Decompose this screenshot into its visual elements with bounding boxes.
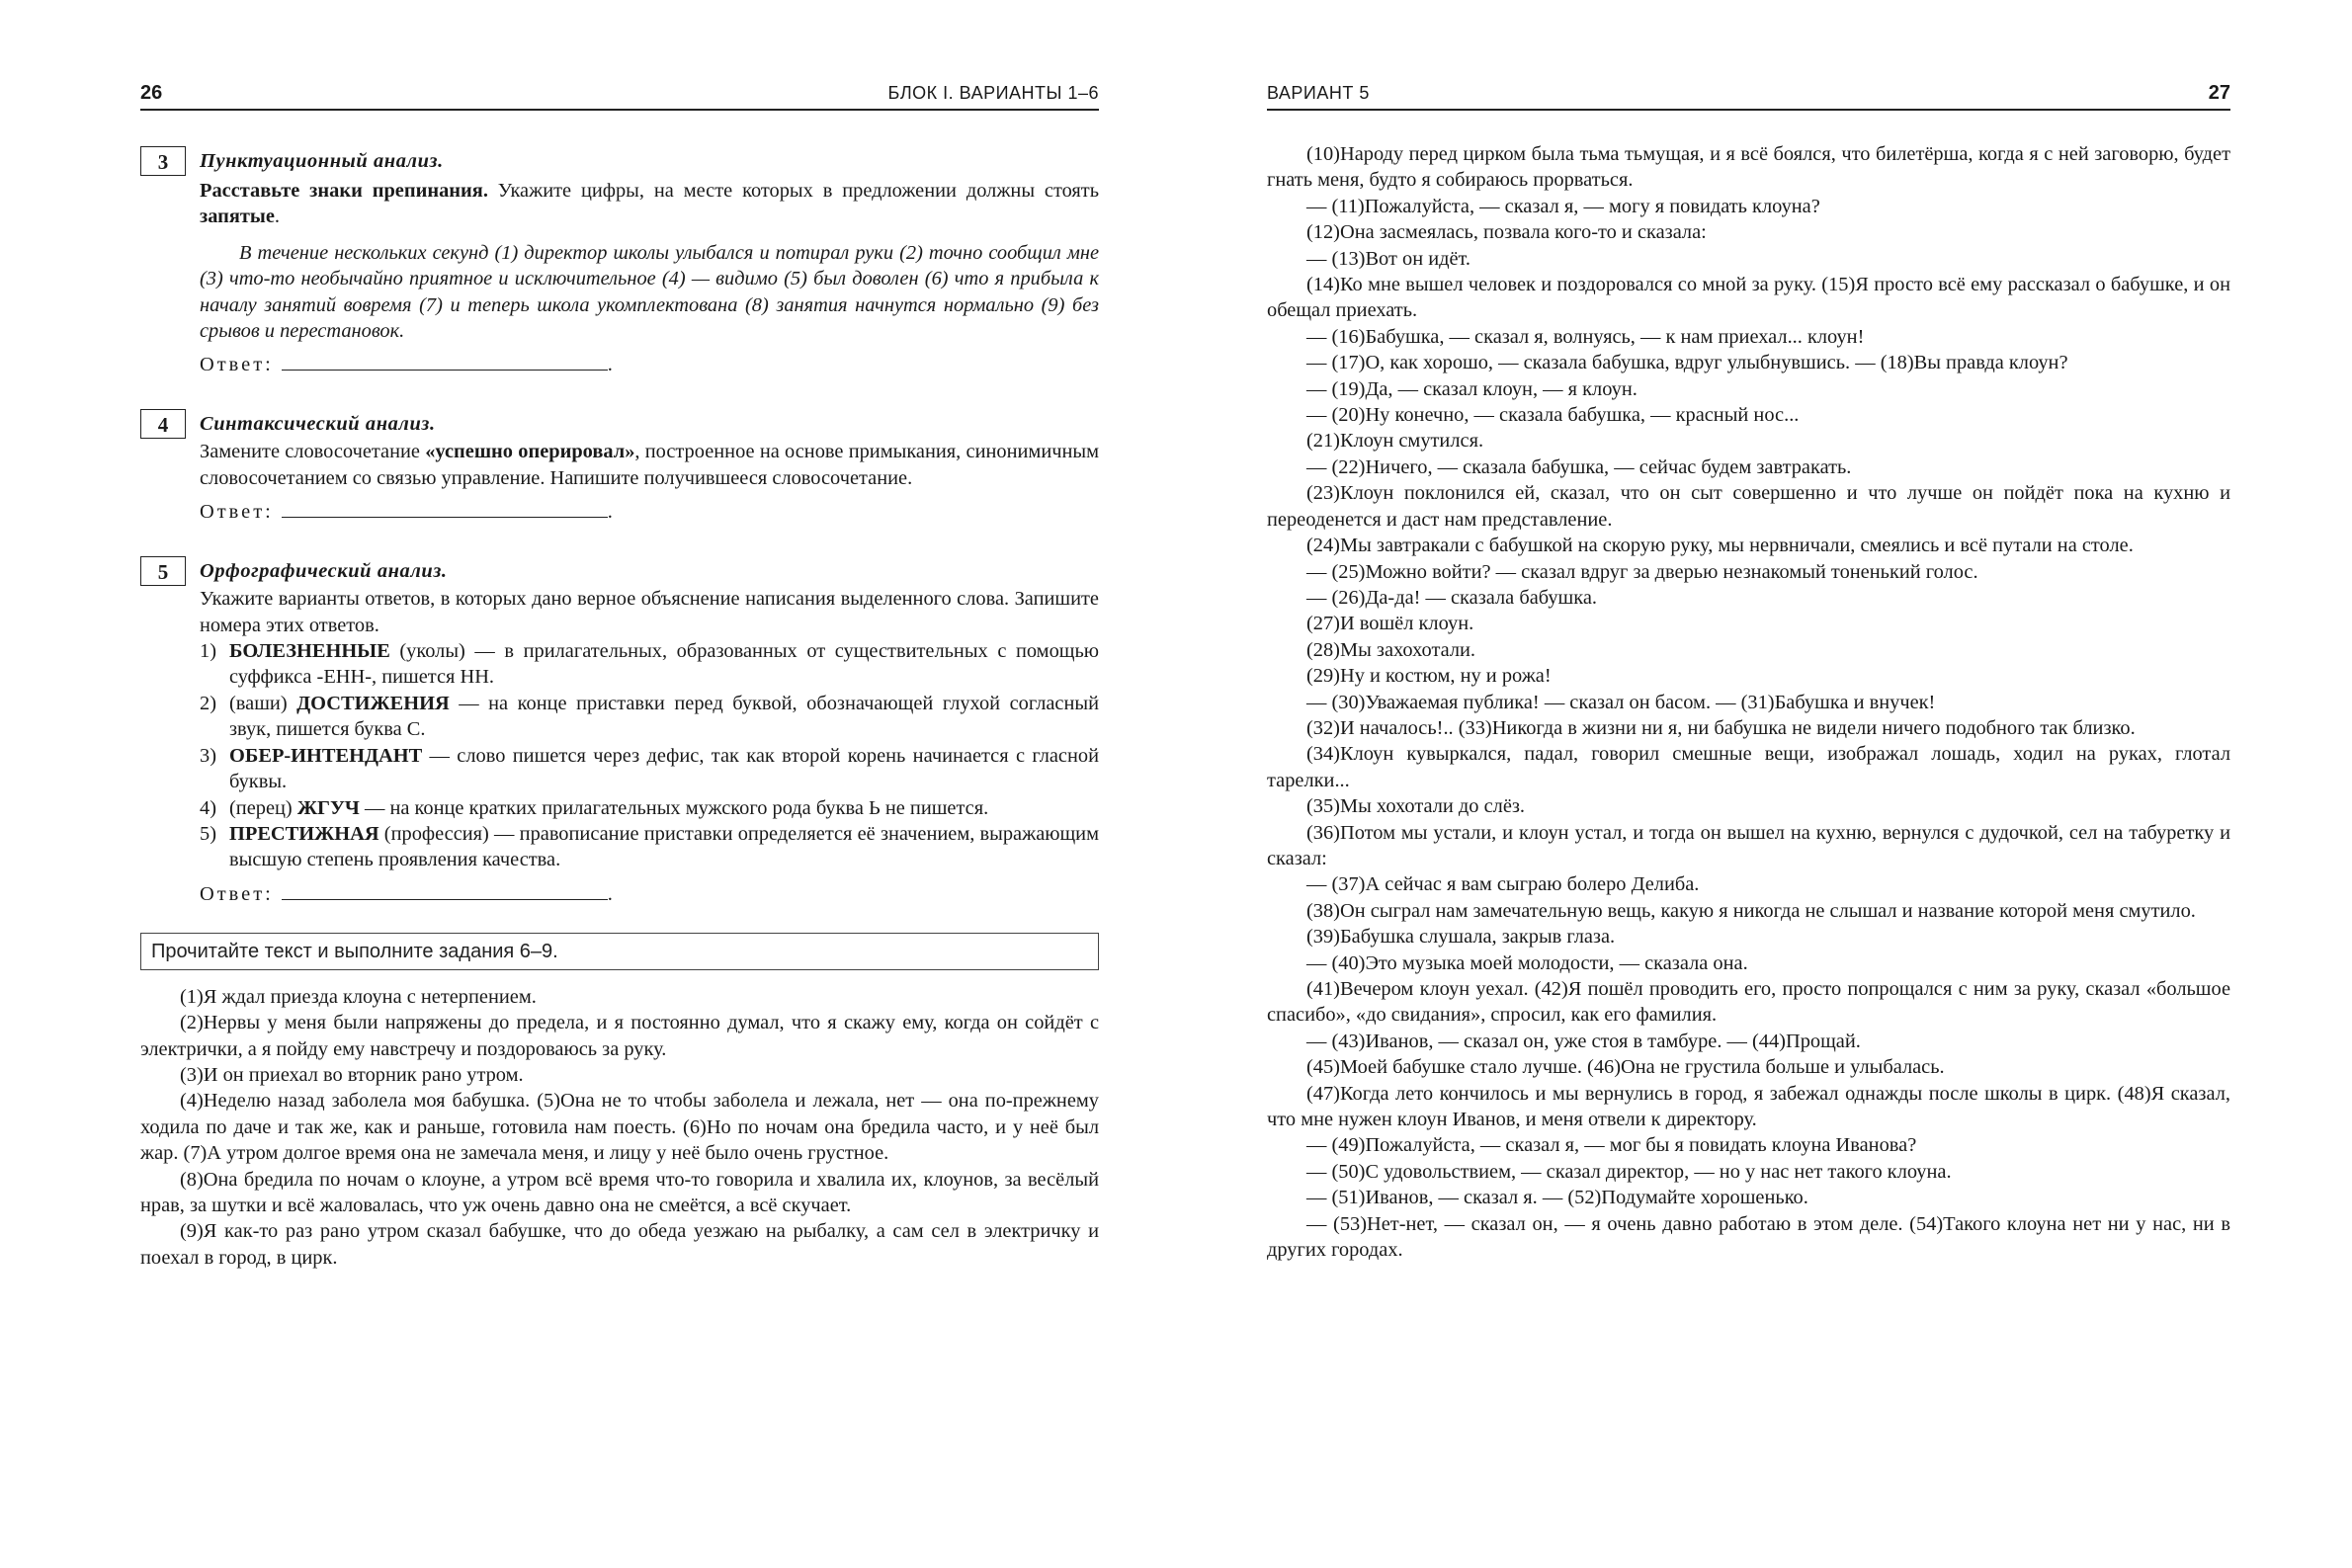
reading-text-left — [140, 984, 1099, 1271]
text-paragraph: (47)Когда лето кончилось и мы вернулись в город, я забежал однажды после школы в цирк. (48)Я сказал, что мне нужен клоун Иванов, и меня отвели к директору. — [1267, 1082, 2230, 1131]
task-number-box: 3 — [140, 146, 186, 176]
answer-field[interactable]: Ответ: . — [200, 350, 1099, 379]
task-instruction: Расставьте знаки препинания. Укажите цифры, на месте которых в предложении должны стоять запятые. — [200, 180, 1099, 228]
text-paragraph: — (51)Иванов, — сказал я. — (52)Подумайте хорошенько. — [1306, 1187, 1808, 1209]
answer-line[interactable] — [282, 497, 608, 518]
text-paragraph: — (17)О, как хорошо, — сказала бабушка, вдруг улыбнувшись. — (18)Вы правда клоун? — [1306, 352, 2068, 374]
answer-field[interactable]: Ответ: . — [200, 879, 1099, 909]
text-paragraph: (12)Она засмеялась, позвала кого-то и сказала: — [1306, 221, 1707, 244]
running-head: БЛОК I. ВАРИАНТЫ 1–6 — [887, 83, 1099, 103]
text-paragraph: (27)И вошёл клоун. — [1306, 613, 1474, 635]
task-title: Синтаксический анализ. — [200, 413, 436, 436]
task-title: Орфографический анализ. — [200, 560, 448, 583]
text-paragraph: — (20)Ну конечно, — сказала бабушка, — красный нос... — [1306, 404, 1800, 427]
text-paragraph: (36)Потом мы устали, и клоун устал, и тогда он вышел на кухню, вернулся с дудочкой, сел на табуретку и сказал: — [1267, 821, 2230, 869]
text-paragraph: — (50)С удовольствием, — сказал директор, — но у нас нет такого клоуна. — [1306, 1160, 1952, 1183]
text-paragraph: — (19)Да, — сказал клоун, — я клоун. — [1306, 377, 1638, 400]
option-item: 3) ОБЕР-ИНТЕНДАНТ — слово пишется через дефис, так как второй корень начинается с гласной буквы. — [200, 744, 1099, 793]
text-paragraph: (45)Моей бабушке стало лучше. (46)Она не грустила больше и улыбалась. — [1306, 1056, 1945, 1079]
text-paragraph: (10)Народу перед цирком была тьма тьмущая, и я всё боялся, что билетёрша, когда я с ней заговорю, будет гнать меня, будто я собираюсь прорваться. — [1267, 143, 2230, 192]
option-item: 1) БОЛЕЗНЕННЫЕ (уколы) — в прилагательных, образованных от существительных с помощью суффикса -ЕНН-, пишется НН. — [200, 640, 1099, 689]
text-paragraph: — (26)Да-да! — сказала бабушка. — [1306, 586, 1597, 609]
task-3 — [140, 146, 1099, 379]
text-paragraph: (38)Он сыграл нам замечательную вещь, какую я никогда не слышал и название которой меня смутило. — [1306, 899, 2196, 922]
task-title: Пунктуационный анализ. — [200, 150, 444, 172]
task-instruction: Укажите варианты ответов, в которых дано верное объяснение написания выделенного слова. Запишите номера этих ответов. — [200, 588, 1099, 636]
text-paragraph: — (11)Пожалуйста, — сказал я, — могу я повидать клоуна? — [1306, 195, 1820, 217]
option-item: 2) (ваши) ДОСТИЖЕНИЯ — на конце приставки перед буквой, обозначающей глухой согласный звук, пишется буква С. — [200, 692, 1099, 741]
text-paragraph: (32)И началось!.. (33)Никогда в жизни ни я, ни бабушка не видели ничего подобного так близко. — [1306, 716, 2136, 739]
text-paragraph: — (25)Можно войти? — сказал вдруг за дверью незнакомый тоненький голос. — [1306, 560, 1978, 583]
task-5 — [140, 556, 1099, 908]
text-paragraph: (29)Ну и костюм, ну и рожа! — [1306, 665, 1552, 688]
text-paragraph: (9)Я как-то раз рано утром сказал бабушке, что до обеда уезжаю на рыбалку, а сам сел в электричку и поехал в город, в цирк. — [140, 1220, 1099, 1269]
left-page-header — [140, 75, 1099, 111]
options-list — [200, 638, 1099, 873]
answer-line[interactable] — [282, 879, 608, 900]
answer-line[interactable] — [282, 350, 608, 371]
option-item: 4) (перец) ЖГУЧ — на конце кратких прилагательных мужского рода буква Ь не пишется. — [200, 796, 989, 819]
text-paragraph: (8)Она бредила по ночам о клоуне, а утром всё время что-то говорила и хвалила их, клоунов, за весёлый нрав, за шутки и всё жаловалась, что уж очень давно она не смеётся, а всё скучает. — [140, 1168, 1099, 1216]
running-head: ВАРИАНТ 5 — [1267, 83, 1370, 103]
task-number-box: 4 — [140, 409, 186, 439]
task-number-box: 5 — [140, 556, 186, 586]
page-number: 26 — [140, 82, 163, 104]
text-paragraph: (39)Бабушка слушала, закрыв глаза. — [1306, 926, 1616, 949]
text-paragraph: (1)Я ждал приезда клоуна с нетерпением. — [180, 985, 537, 1008]
text-paragraph: — (30)Уважаемая публика! — сказал он басом. — (31)Бабушка и внучек! — [1306, 691, 1936, 713]
text-paragraph: (2)Нервы у меня были напряжены до предела, и я постоянно думал, что я скажу ему, когда он сойдёт с электрички, а я пойду ему навстречу и поздороваюсь за руку. — [140, 1012, 1099, 1060]
answer-field[interactable]: Ответ: . — [200, 497, 1099, 527]
read-instruction-box: Прочитайте текст и выполните задания 6–9. — [140, 933, 1099, 970]
text-paragraph: (28)Мы захохотали. — [1306, 638, 1476, 661]
text-paragraph: — (37)А сейчас я вам сыграю болеро Делиба. — [1306, 873, 1700, 896]
text-paragraph: — (53)Нет-нет, — сказал он, — я очень давно работаю в этом деле. (54)Такого клоуна нет ни у нас, ни в других городах. — [1267, 1212, 2230, 1262]
text-paragraph: — (43)Иванов, — сказал он, уже стоя в тамбуре. — (44)Прощай. — [1306, 1030, 1861, 1052]
left-column — [140, 146, 1099, 1271]
text-paragraph: (34)Клоун кувыркался, падал, говорил смешные вещи, изображал лошадь, ходил на руках, глотал тарелки... — [1267, 743, 2230, 791]
page-number: 27 — [2208, 82, 2230, 104]
text-paragraph: — (40)Это музыка моей молодости, — сказала она. — [1306, 951, 1748, 974]
text-paragraph: (21)Клоун смутился. — [1306, 430, 1484, 453]
text-paragraph: — (16)Бабушка, — сказал я, волнуясь, — к нам приехал... клоун! — [1306, 325, 1865, 348]
text-paragraph: (35)Мы хохотали до слёз. — [1306, 795, 1526, 818]
text-paragraph: — (49)Пожалуйста, — сказал я, — мог бы я повидать клоуна Иванова? — [1306, 1134, 1917, 1157]
right-page-header — [1267, 75, 2230, 111]
text-paragraph: (23)Клоун поклонился ей, сказал, что он сыт совершенно и что лучше он пойдёт пока на кухню и переоденется и даст нам представление. — [1267, 482, 2230, 531]
text-paragraph: (4)Неделю назад заболела моя бабушка. (5)Она не то чтобы заболела и лежала, нет — она по-прежнему ходила по даче и так же, как и раньше, готовила нам поесть. (6)Но по ночам она бредила часто, и у неё был жар. (7)А утром долгое время она не замечала меня, и лицу у неё было очень грустное. — [140, 1090, 1099, 1165]
task-instruction: Замените словосочетание «успешно оперировал», построенное на основе примыкания, синонимичным словосочетанием со связью управление. Напишите получившееся словосочетание. — [200, 441, 1099, 489]
task-4 — [140, 409, 1099, 527]
task-text: В течение нескольких секунд (1) директор школы улыбался и потирал руки (2) точно сообщил мне (3) что-то необычайно приятное и исключительное (4) — видимо (5) был доволен (6) что я прибыла к началу занятий вовремя (7) и теперь школа укомплектована (8) занятия начнутся нормально (9) без срывов и перестановок. — [200, 241, 1099, 343]
text-paragraph: (14)Ко мне вышел человек и поздоровался со мной за руку. (15)Я просто всё ему рассказал о бабушке, и он обещал приехать. — [1267, 274, 2230, 322]
text-paragraph: — (22)Ничего, — сказала бабушка, — сейчас будем завтракать. — [1306, 455, 1852, 478]
text-paragraph: (3)И он приехал во вторник рано утром. — [180, 1063, 524, 1086]
text-paragraph: — (13)Вот он идёт. — [1306, 247, 1471, 270]
right-page — [1176, 0, 2352, 1568]
option-item: 5) ПРЕСТИЖНАЯ (профессия) — правописание приставки определяется её значением, выражающим высшую степень проявления качества. — [200, 822, 1099, 871]
text-paragraph: (41)Вечером клоун уехал. (42)Я пошёл проводить его, просто попрощался с ним за руку, сказал «большое спасибо», «до свидания», спросил, как его фамилия. — [1267, 978, 2230, 1027]
text-paragraph: (24)Мы завтракали с бабушкой на скорую руку, мы нервничали, смеялись и всё путали на столе. — [1306, 535, 2134, 557]
reading-text-right — [1267, 141, 2230, 1263]
